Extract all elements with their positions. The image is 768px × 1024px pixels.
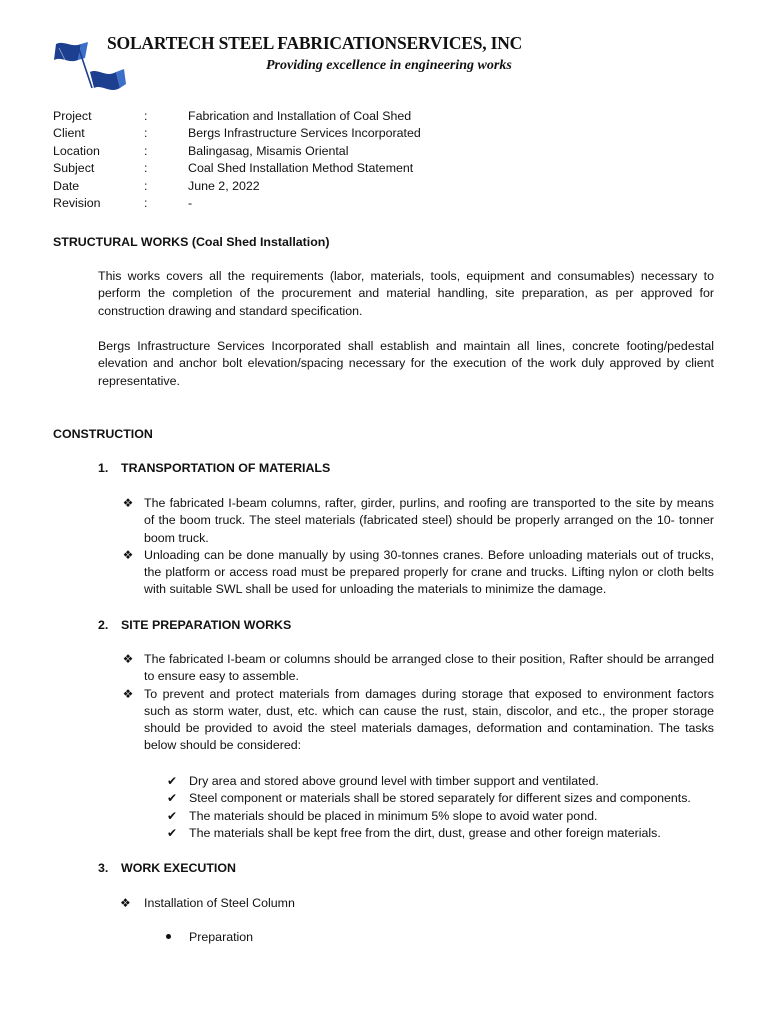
bullet-dot-icon: [165, 929, 189, 946]
list-item: [120, 495, 714, 547]
section-work-execution-heading: [98, 860, 236, 877]
diamond-bullet-icon: ❖: [122, 652, 134, 666]
check-icon: ✔: [166, 825, 178, 840]
list-item: [165, 790, 725, 807]
list-item-text: The materials shall be kept free from the dirt, dust, grease and other foreign materials.: [189, 825, 661, 840]
info-label: Project: [53, 109, 92, 123]
section-title: TRANSPORTATION OF MATERIALS: [121, 461, 331, 475]
company-name: SOLARTECH STEEL FABRICATIONSERVICES, INC: [107, 33, 523, 53]
check-icon: ✔: [166, 791, 178, 806]
info-colon: :: [144, 178, 148, 193]
sub-sub-item-preparation: [165, 929, 253, 946]
section-number: 2.: [98, 618, 109, 632]
list-item: [165, 808, 725, 825]
list-item-text: Unloading can be done manually by using 30-tonnes cranes. Before unloading materials out of trucks, the platform or access road must be prepared properly for crane and trucks. Lifting nylon or cloth belts with suitable SWL shall be used for unloading the materials to minimize the damage.: [144, 547, 714, 597]
section-title: SITE PREPARATION WORKS: [121, 618, 292, 632]
list-item: [165, 773, 725, 790]
diamond-bullet-icon: ❖: [120, 896, 131, 910]
info-colon: :: [144, 143, 148, 158]
list-item: [120, 651, 714, 686]
structural-paragraph-1: This works covers all the requirements (labor, materials, tools, equipment and consumables) necessary to perform the completion of the procurement and material handling, site preparation, as per approved for construction drawing and standard specification.: [98, 269, 714, 318]
check-icon: ✔: [166, 808, 178, 823]
diamond-bullet-icon: ❖: [122, 496, 134, 510]
structural-paragraph-2: Bergs Infrastructure Services Incorporated shall establish and maintain all lines, concrete footing/pedestal elevation and anchor bolt elevation/spacing necessary for the execution of the work duly approved by client representative.: [98, 339, 714, 388]
company-tagline: Providing excellence in engineering works: [266, 58, 512, 73]
section-site-preparation-heading: [98, 617, 291, 634]
sub-item-text: Installation of Steel Column: [144, 896, 295, 910]
info-value: Fabrication and Installation of Coal Shed: [188, 109, 412, 123]
structural-works-heading: STRUCTURAL WORKS (Coal Shed Installation): [53, 235, 330, 249]
list-item-text: Steel component or materials shall be stored separately for different sizes and components.: [189, 791, 691, 806]
construction-heading: CONSTRUCTION: [53, 427, 153, 441]
list-item-text: The materials should be placed in minimum 5% slope to avoid water pond.: [189, 808, 598, 823]
info-label: Client: [53, 126, 85, 141]
list-item-text: The fabricated I-beam or columns should be arranged close to their position, Rafter should be arranged to ensure easy to assemble.: [144, 652, 714, 684]
section-number: 3.: [98, 861, 109, 875]
diamond-bullet-icon: ❖: [122, 547, 134, 562]
info-label: Subject: [53, 161, 95, 176]
sub-sub-item-text: Preparation: [189, 930, 254, 944]
info-value: June 2, 2022: [188, 178, 260, 193]
list-item: [165, 825, 725, 842]
list-item-text: To prevent and protect materials from damages during storage that exposed to environment factors such as storm water, dust, etc. which can cause the rust, stain, discolor, and etc., the proper storage should be provided to avoid the steel materials damages, deformation and contamination. The tasks below should be considered:: [144, 686, 714, 753]
info-colon: :: [144, 109, 148, 123]
info-value: -: [188, 195, 193, 210]
diamond-bullet-icon: ❖: [122, 686, 134, 701]
storage-checklist: [165, 773, 725, 842]
sub-item-steel-column: [120, 895, 295, 912]
info-value: Coal Shed Installation Method Statement: [188, 161, 414, 176]
section-number: 1.: [98, 461, 109, 475]
list-item-text: Dry area and stored above ground level with timber support and ventilated.: [189, 774, 599, 788]
info-colon: :: [144, 161, 148, 176]
transportation-bullet-list: [120, 495, 714, 599]
site-preparation-bullet-list: [120, 651, 714, 755]
list-item-text: The fabricated I-beam columns, rafter, girder, purlins, and roofing are transported to the site by means of the boom truck. The steel materials (fabricated steel) should be properly arranged on the 10- tonner boom truck.: [144, 496, 714, 545]
list-item: [120, 686, 714, 755]
info-label: Revision: [53, 195, 101, 210]
info-label: Location: [53, 143, 100, 158]
info-value: Balingasag, Misamis Oriental: [188, 143, 349, 158]
info-colon: :: [144, 126, 148, 141]
check-icon: ✔: [166, 774, 178, 788]
section-title: WORK EXECUTION: [121, 861, 236, 875]
info-value: Bergs Infrastructure Services Incorporated: [188, 126, 421, 141]
info-colon: :: [144, 195, 148, 210]
info-label: Date: [53, 178, 80, 193]
section-transportation-heading: [98, 460, 330, 477]
list-item: [120, 547, 714, 599]
